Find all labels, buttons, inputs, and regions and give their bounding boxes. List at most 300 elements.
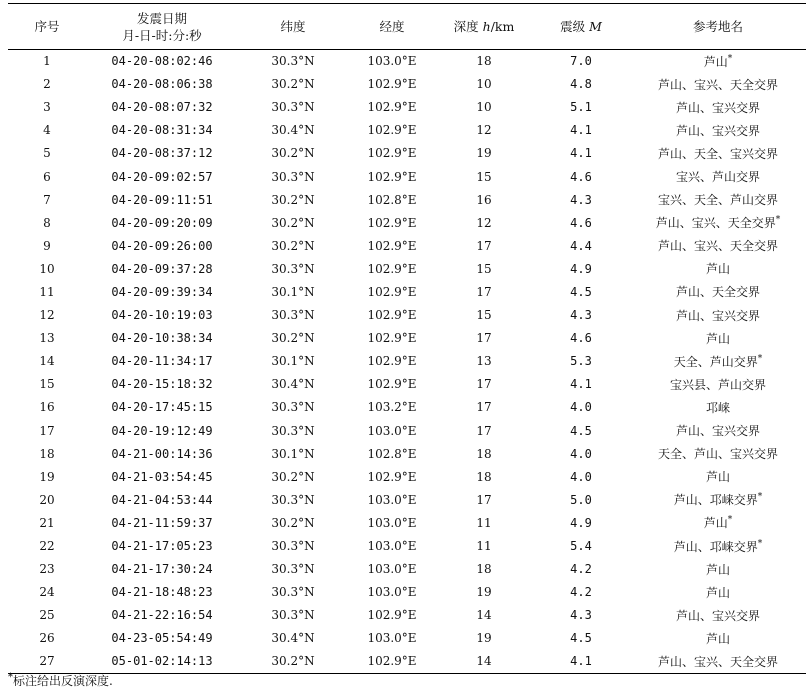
cell-depth: [436, 211, 532, 234]
cell-magnitude-text: 5.3: [570, 354, 592, 369]
cell-magnitude-text: 4.0: [570, 446, 592, 461]
cell-place-text: 芦山、宝兴、天全交界: [655, 216, 776, 231]
cell-seq: [8, 188, 86, 211]
cell-longitude: [348, 96, 436, 119]
table-row: [8, 511, 806, 534]
cell-longitude: [348, 280, 436, 303]
cell-latitude: [238, 465, 348, 488]
cell-seq-text: 5: [43, 146, 51, 161]
cell-latitude-text: 30.3°N: [271, 54, 315, 69]
header-seq: [8, 4, 86, 50]
cell-longitude-text: 102.9°E: [367, 654, 417, 669]
cell-date-text: 04-20-10:19:03: [111, 308, 213, 323]
cell-latitude-text: 30.2°N: [271, 77, 315, 92]
header-place: [630, 4, 806, 50]
cell-depth-text: 17: [476, 400, 492, 415]
cell-date: [86, 465, 238, 488]
cell-place: [630, 558, 806, 581]
cell-place: [630, 73, 806, 96]
cell-longitude-text: 102.9°E: [367, 354, 417, 369]
cell-place: [630, 211, 806, 234]
cell-magnitude-text: 4.5: [570, 423, 592, 438]
cell-place-text: 宝兴、天全、芦山交界: [657, 193, 778, 208]
cell-place: [630, 627, 806, 650]
cell-latitude: [238, 165, 348, 188]
cell-longitude-text: 103.2°E: [367, 400, 417, 415]
cell-magnitude: [532, 257, 630, 280]
cell-place-text: 芦山、宝兴、天全交界: [657, 77, 778, 92]
cell-seq: [8, 419, 86, 442]
cell-seq-text: 6: [43, 169, 51, 184]
cell-magnitude: [532, 327, 630, 350]
cell-magnitude: [532, 234, 630, 257]
cell-date-text: 04-21-11:59:37: [111, 515, 213, 530]
cell-seq-text: 23: [39, 562, 55, 577]
cell-seq: [8, 534, 86, 557]
cell-date: [86, 442, 238, 465]
cell-date: [86, 257, 238, 280]
cell-place-text: 宝兴、芦山交界: [675, 170, 760, 185]
cell-longitude: [348, 350, 436, 373]
cell-depth-text: 14: [476, 654, 492, 669]
cell-date: [86, 419, 238, 442]
cell-longitude-text: 103.0°E: [367, 515, 417, 530]
cell-date: [86, 327, 238, 350]
header-depth-prefix: 深度: [453, 19, 483, 34]
table-row: [8, 558, 806, 581]
cell-latitude-text: 30.1°N: [271, 284, 315, 299]
cell-place-text: 宝兴县、芦山交界: [669, 377, 766, 392]
cell-depth-text: 18: [476, 562, 492, 577]
cell-seq: [8, 442, 86, 465]
header-depth-var: h: [482, 19, 491, 34]
cell-seq-text: 12: [39, 308, 55, 323]
cell-latitude-text: 30.3°N: [271, 585, 315, 600]
cell-seq: [8, 511, 86, 534]
cell-depth: [436, 396, 532, 419]
cell-longitude: [348, 165, 436, 188]
cell-date-text: 04-20-09:37:28: [111, 261, 213, 276]
cell-depth-text: 17: [476, 331, 492, 346]
cell-latitude: [238, 350, 348, 373]
cell-date-text: 04-21-17:05:23: [111, 539, 213, 554]
cell-latitude-text: 30.1°N: [271, 446, 315, 461]
cell-longitude: [348, 188, 436, 211]
cell-seq-text: 3: [43, 100, 51, 115]
cell-date: [86, 604, 238, 627]
table-header: [8, 4, 806, 50]
cell-longitude-text: 103.0°E: [367, 539, 417, 554]
cell-place: [630, 257, 806, 280]
cell-depth-text: 15: [476, 308, 492, 323]
cell-latitude: [238, 373, 348, 396]
cell-magnitude: [532, 442, 630, 465]
cell-magnitude: [532, 142, 630, 165]
cell-longitude: [348, 419, 436, 442]
cell-date: [86, 396, 238, 419]
cell-magnitude-text: 5.4: [570, 539, 592, 554]
cell-longitude-text: 103.0°E: [367, 492, 417, 507]
cell-place-text: 芦山、宝兴、天全交界: [657, 654, 778, 669]
table-row: [8, 373, 806, 396]
cell-date-text: 04-20-08:07:32: [111, 100, 213, 115]
header-longitude: [348, 4, 436, 50]
cell-place: [630, 604, 806, 627]
cell-place: [630, 442, 806, 465]
cell-magnitude-text: 4.8: [570, 77, 592, 92]
cell-date-text: 04-20-08:31:34: [111, 123, 213, 138]
cell-seq-text: 16: [39, 400, 55, 415]
cell-date: [86, 373, 238, 396]
cell-longitude: [348, 327, 436, 350]
cell-date: [86, 280, 238, 303]
cell-depth-text: 12: [476, 123, 492, 138]
table-row: [8, 465, 806, 488]
cell-magnitude: [532, 511, 630, 534]
header-magnitude-prefix: 震级: [560, 19, 590, 34]
cell-place: [630, 50, 806, 73]
cell-magnitude: [532, 488, 630, 511]
table-row: [8, 627, 806, 650]
cell-longitude: [348, 581, 436, 604]
cell-date-text: 04-20-15:18:32: [111, 377, 213, 392]
cell-date: [86, 96, 238, 119]
cell-depth: [436, 488, 532, 511]
cell-date-text: 04-20-11:34:17: [111, 354, 213, 369]
cell-magnitude-text: 4.6: [570, 169, 592, 184]
cell-longitude: [348, 396, 436, 419]
cell-place: [630, 327, 806, 350]
cell-place-text: 芦山、天全、宝兴交界: [657, 146, 778, 161]
cell-magnitude-text: 4.3: [570, 192, 592, 207]
cell-depth-text: 19: [476, 585, 492, 600]
table-row: [8, 327, 806, 350]
inversion-depth-mark: *: [727, 53, 733, 64]
cell-place: [630, 350, 806, 373]
cell-depth-text: 17: [476, 377, 492, 392]
cell-longitude: [348, 257, 436, 280]
cell-date-text: 04-20-08:06:38: [111, 77, 213, 92]
cell-seq-text: 22: [39, 539, 55, 554]
cell-latitude-text: 30.4°N: [271, 123, 315, 138]
table-row: [8, 73, 806, 96]
cell-seq: [8, 627, 86, 650]
cell-seq-text: 4: [43, 123, 51, 138]
cell-place: [630, 280, 806, 303]
cell-magnitude-text: 4.2: [570, 562, 592, 577]
cell-depth: [436, 50, 532, 73]
cell-magnitude: [532, 165, 630, 188]
cell-longitude-text: 102.9°E: [367, 169, 417, 184]
cell-seq: [8, 488, 86, 511]
cell-place-text: 芦山: [705, 470, 730, 485]
cell-magnitude-text: 4.9: [570, 261, 592, 276]
cell-date-text: 04-20-19:12:49: [111, 423, 213, 438]
cell-date-text: 05-01-02:14:13: [111, 654, 213, 669]
cell-longitude-text: 103.0°E: [367, 585, 417, 600]
cell-seq-text: 25: [39, 608, 55, 623]
cell-depth-text: 11: [476, 515, 492, 530]
cell-magnitude-text: 4.6: [570, 215, 592, 230]
cell-place-text: 芦山、宝兴交界: [675, 308, 760, 323]
table-row: [8, 142, 806, 165]
cell-longitude-text: 102.9°E: [367, 238, 417, 253]
cell-magnitude-text: 4.0: [570, 400, 592, 415]
cell-depth-text: 17: [476, 238, 492, 253]
cell-seq-text: 27: [39, 654, 55, 669]
header-latitude-label: 纬度: [280, 19, 306, 34]
cell-longitude-text: 102.9°E: [367, 331, 417, 346]
cell-depth: [436, 558, 532, 581]
cell-latitude: [238, 327, 348, 350]
cell-place: [630, 534, 806, 557]
cell-longitude-text: 102.9°E: [367, 261, 417, 276]
cell-longitude: [348, 234, 436, 257]
cell-depth: [436, 327, 532, 350]
cell-seq: [8, 257, 86, 280]
cell-longitude: [348, 488, 436, 511]
cell-date-text: 04-20-09:02:57: [111, 169, 213, 184]
cell-seq-text: 19: [39, 469, 55, 484]
cell-seq-text: 2: [43, 77, 51, 92]
cell-place-text: 芦山、邛崃交界: [673, 493, 758, 508]
cell-place-text: 芦山: [703, 54, 728, 69]
cell-latitude: [238, 511, 348, 534]
header-date: [86, 4, 238, 50]
cell-latitude: [238, 188, 348, 211]
cell-longitude-text: 102.9°E: [367, 308, 417, 323]
cell-date: [86, 73, 238, 96]
table-row: [8, 488, 806, 511]
cell-date-text: 04-21-04:53:44: [111, 492, 213, 507]
cell-seq: [8, 119, 86, 142]
cell-longitude: [348, 650, 436, 673]
cell-date: [86, 581, 238, 604]
cell-seq-text: 15: [39, 377, 55, 392]
cell-magnitude: [532, 534, 630, 557]
cell-magnitude-text: 4.1: [570, 377, 592, 392]
cell-seq-text: 24: [39, 585, 55, 600]
table-row: [8, 604, 806, 627]
cell-place-text: 芦山、宝兴交界: [675, 608, 760, 623]
cell-place: [630, 511, 806, 534]
cell-magnitude: [532, 627, 630, 650]
cell-depth-text: 17: [476, 423, 492, 438]
cell-latitude: [238, 119, 348, 142]
table-row: [8, 50, 806, 73]
cell-date-text: 04-20-08:37:12: [111, 146, 213, 161]
cell-date: [86, 119, 238, 142]
cell-date: [86, 142, 238, 165]
cell-latitude-text: 30.2°N: [271, 238, 315, 253]
cell-latitude: [238, 627, 348, 650]
cell-longitude: [348, 465, 436, 488]
cell-date: [86, 165, 238, 188]
cell-place-text: 天全、芦山交界: [673, 354, 758, 369]
cell-place: [630, 165, 806, 188]
cell-seq-text: 14: [39, 354, 55, 369]
cell-depth: [436, 350, 532, 373]
cell-longitude: [348, 50, 436, 73]
header-longitude-label: 经度: [379, 19, 405, 34]
cell-depth: [436, 304, 532, 327]
cell-depth: [436, 280, 532, 303]
cell-latitude-text: 30.3°N: [271, 308, 315, 323]
cell-depth-text: 12: [476, 215, 492, 230]
cell-depth: [436, 234, 532, 257]
footnote: [8, 673, 113, 689]
header-seq-label: 序号: [34, 19, 60, 34]
cell-seq: [8, 350, 86, 373]
cell-magnitude: [532, 650, 630, 673]
cell-date-text: 04-20-08:02:46: [111, 54, 213, 69]
table-row: [8, 350, 806, 373]
cell-date: [86, 50, 238, 73]
header-magnitude: [532, 4, 630, 50]
cell-magnitude: [532, 280, 630, 303]
cell-depth-text: 13: [476, 354, 492, 369]
cell-magnitude: [532, 119, 630, 142]
cell-date-text: 04-20-10:38:34: [111, 331, 213, 346]
cell-depth-text: 15: [476, 169, 492, 184]
cell-depth-text: 18: [476, 54, 492, 69]
cell-depth-text: 18: [476, 446, 492, 461]
cell-latitude-text: 30.3°N: [271, 562, 315, 577]
cell-latitude: [238, 419, 348, 442]
cell-magnitude-text: 4.2: [570, 585, 592, 600]
cell-place: [630, 142, 806, 165]
cell-magnitude-text: 4.3: [570, 608, 592, 623]
cell-latitude-text: 30.3°N: [271, 400, 315, 415]
cell-latitude: [238, 396, 348, 419]
cell-latitude: [238, 534, 348, 557]
cell-date-text: 04-20-09:20:09: [111, 215, 213, 230]
table-body: [8, 50, 806, 674]
table-row: [8, 96, 806, 119]
cell-seq: [8, 234, 86, 257]
cell-depth-text: 11: [476, 539, 492, 554]
cell-seq: [8, 581, 86, 604]
footnote-text: 标注给出反演深度.: [13, 674, 113, 688]
cell-magnitude: [532, 73, 630, 96]
cell-place: [630, 581, 806, 604]
cell-latitude-text: 30.2°N: [271, 215, 315, 230]
cell-latitude: [238, 604, 348, 627]
cell-latitude-text: 30.2°N: [271, 331, 315, 346]
cell-latitude: [238, 558, 348, 581]
inversion-depth-mark: *: [757, 538, 763, 549]
cell-date-text: 04-21-17:30:24: [111, 562, 213, 577]
cell-seq-text: 26: [39, 631, 55, 646]
table-row: [8, 211, 806, 234]
cell-place: [630, 96, 806, 119]
cell-magnitude-text: 4.9: [570, 515, 592, 530]
cell-place-text: 天全、芦山、宝兴交界: [657, 447, 778, 462]
table-row: [8, 165, 806, 188]
cell-place: [630, 373, 806, 396]
table-row: [8, 442, 806, 465]
cell-date: [86, 188, 238, 211]
cell-longitude: [348, 142, 436, 165]
cell-place-text: 芦山: [705, 562, 730, 577]
cell-latitude-text: 30.2°N: [271, 515, 315, 530]
cell-magnitude: [532, 465, 630, 488]
cell-place: [630, 188, 806, 211]
cell-longitude: [348, 558, 436, 581]
cell-seq: [8, 165, 86, 188]
cell-seq-text: 10: [39, 261, 55, 276]
cell-date-text: 04-20-17:45:15: [111, 400, 213, 415]
cell-depth-text: 10: [476, 100, 492, 115]
cell-place: [630, 396, 806, 419]
cell-depth: [436, 511, 532, 534]
cell-longitude-text: 102.9°E: [367, 377, 417, 392]
cell-magnitude: [532, 604, 630, 627]
cell-magnitude-text: 5.0: [570, 492, 592, 507]
cell-seq: [8, 96, 86, 119]
cell-latitude-text: 30.3°N: [271, 608, 315, 623]
cell-date: [86, 558, 238, 581]
cell-date: [86, 488, 238, 511]
cell-latitude-text: 30.3°N: [271, 492, 315, 507]
cell-latitude-text: 30.2°N: [271, 192, 315, 207]
cell-date: [86, 350, 238, 373]
cell-seq-text: 17: [39, 423, 55, 438]
cell-depth-text: 19: [476, 146, 492, 161]
cell-longitude-text: 103.0°E: [367, 54, 417, 69]
cell-magnitude: [532, 50, 630, 73]
earthquake-catalog-table: [8, 3, 806, 674]
cell-latitude-text: 30.1°N: [271, 354, 315, 369]
cell-latitude: [238, 442, 348, 465]
cell-seq: [8, 304, 86, 327]
table-row: [8, 304, 806, 327]
cell-latitude-text: 30.2°N: [271, 146, 315, 161]
cell-depth-text: 16: [476, 192, 492, 207]
cell-magnitude: [532, 304, 630, 327]
cell-seq: [8, 558, 86, 581]
cell-seq: [8, 280, 86, 303]
table-row: [8, 188, 806, 211]
table-row: [8, 650, 806, 673]
header-depth-suffix: /km: [490, 19, 515, 34]
cell-date-text: 04-20-09:39:34: [111, 284, 213, 299]
cell-place-text: 芦山、天全交界: [675, 285, 760, 300]
cell-place-text: 邛崃: [705, 400, 730, 415]
cell-depth: [436, 581, 532, 604]
cell-longitude: [348, 627, 436, 650]
cell-longitude-text: 103.0°E: [367, 423, 417, 438]
cell-seq-text: 8: [43, 215, 51, 230]
cell-magnitude-text: 4.1: [570, 123, 592, 138]
table-row: [8, 280, 806, 303]
cell-depth: [436, 534, 532, 557]
cell-depth: [436, 257, 532, 280]
cell-depth: [436, 73, 532, 96]
cell-place-text: 芦山: [705, 631, 730, 646]
header-date-line1: 发震日期: [136, 10, 187, 26]
cell-seq: [8, 142, 86, 165]
cell-latitude-text: 30.2°N: [271, 469, 315, 484]
cell-magnitude: [532, 373, 630, 396]
cell-magnitude-text: 4.0: [570, 469, 592, 484]
cell-magnitude: [532, 188, 630, 211]
cell-longitude-text: 103.0°E: [367, 631, 417, 646]
cell-seq-text: 18: [39, 446, 55, 461]
cell-magnitude: [532, 96, 630, 119]
cell-magnitude-text: 4.5: [570, 284, 592, 299]
cell-seq-text: 11: [39, 284, 55, 299]
